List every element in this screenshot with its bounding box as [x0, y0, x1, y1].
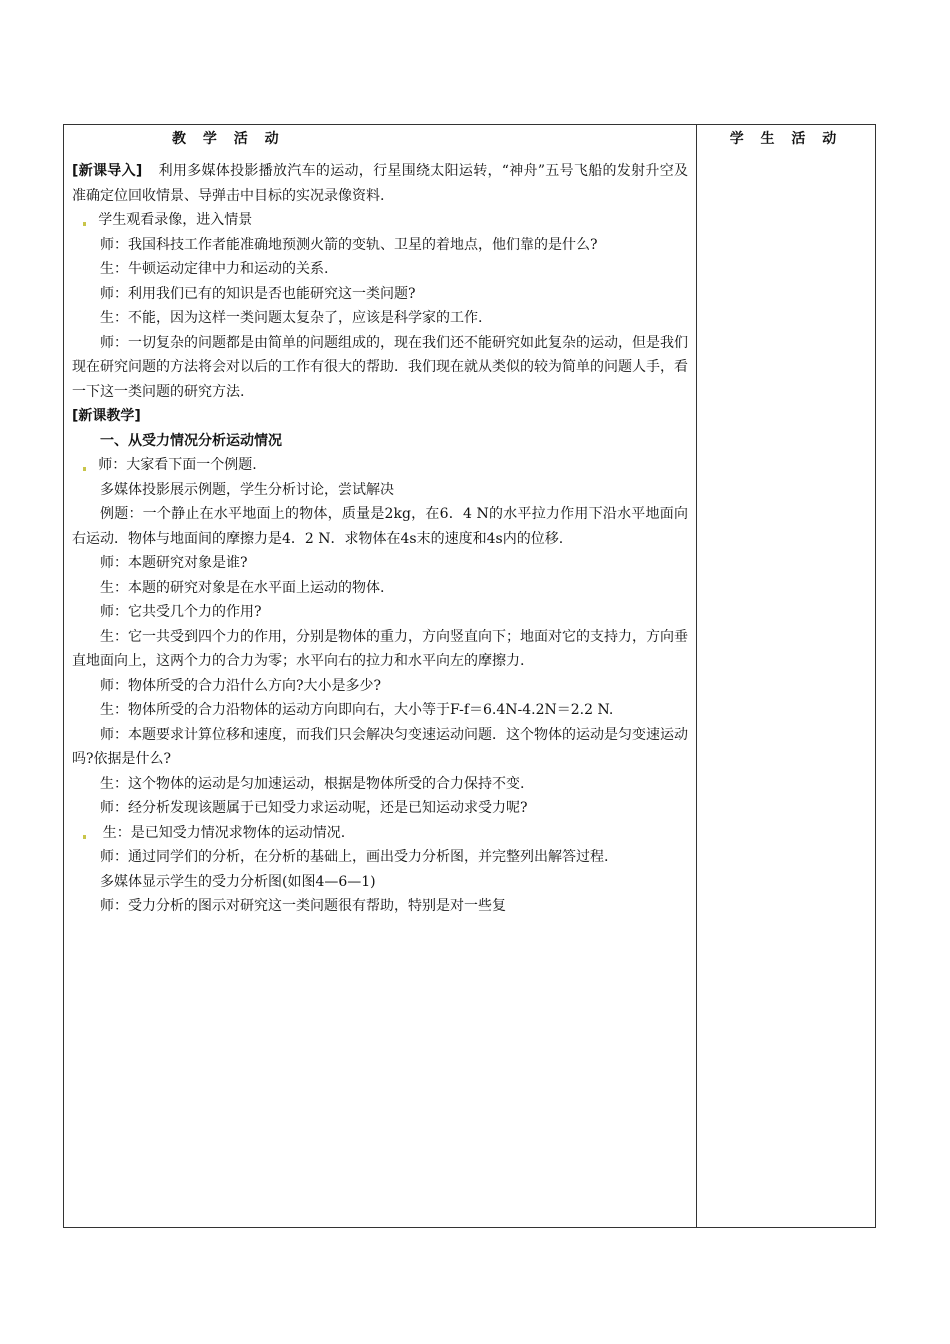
paragraph: 生：牛顿运动定律中力和运动的关系.: [100, 261, 329, 277]
column-divider: [696, 125, 697, 1227]
paragraph: 生：这个物体的运动是匀加速运动，根据是物体所受的合力保持不变.: [100, 775, 525, 792]
paragraph: 师：一切复杂的问题都是由简单的问题组成的，现在我们还不能研究如此复杂的运动，但是我们现在研究问题的方法将会对以后的工作有很大的帮助．我们现在就从类似的较为简单的问题人手，看一下这一类问题的研究方法.: [72, 334, 688, 400]
lesson-table: [63, 124, 876, 1228]
paragraph: 多媒体显示学生的受力分析图(如图4—6—1): [100, 873, 376, 890]
paragraph: [72, 453, 688, 478]
annotation-mark: [83, 835, 86, 839]
annotation-mark: [83, 222, 86, 226]
paragraph-text: 师：大家看下面一个例题.: [98, 457, 257, 473]
intro-tag: [新课导入]: [72, 163, 143, 179]
teacher-activity-column: [72, 125, 688, 919]
paragraph: [72, 821, 688, 846]
student-activity-column: [697, 125, 875, 153]
paragraph: 生：不能，因为这样一类问题太复杂了，应该是科学家的工作.: [100, 310, 483, 326]
paragraph: 师：物体所受的合力沿什么方向?大小是多少?: [100, 677, 382, 694]
paragraph: 师：本题研究对象是谁?: [100, 555, 248, 571]
paragraph-text: 学生观看录像，进入情景: [98, 212, 253, 228]
paragraph: 生：它一共受到四个力的作用，分别是物体的重力，方向竖直向下；地面对它的支持力，方向垂直地面向上，这两个力的合力为零；水平向右的拉力和水平向左的摩擦力.: [72, 628, 688, 669]
paragraph: 师：经分析发现该题属于已知受力求运动呢，还是已知运动求受力呢?: [100, 800, 528, 816]
annotation-mark: [83, 467, 86, 471]
example-problem: 例题：一个静止在水平地面上的物体，质量是2kg，在6．4 N的水平拉力作用下沿水平地面向右运动．物体与地面间的摩擦力是4．2 N．求物体在4s末的速度和4s内的位移.: [72, 506, 688, 547]
intro-paragraph: [72, 159, 688, 208]
student-activity-header: 学 生 活 动: [729, 131, 843, 147]
paragraph: 多媒体投影展示例题，学生分析讨论，尝试解决: [100, 481, 394, 498]
teacher-activity-header: 教 学 活 动: [172, 131, 285, 147]
paragraph: 师：利用我们已有的知识是否也能研究这一类问题?: [100, 285, 416, 302]
paragraph: [72, 208, 688, 233]
paragraph: 生：本题的研究对象是在水平面上运动的物体.: [100, 579, 385, 596]
intro-text: 利用多媒体投影播放汽车的运动，行星围绕太阳运转，“神舟”五号飞船的发射升空及准确定位回收情景、导弹击中目标的实况录像资料.: [72, 163, 689, 204]
paragraph: 生：物体所受的合力沿物体的运动方向即向右，大小等于F-f＝6.4N-4.2N＝2.2 N.: [100, 702, 614, 718]
paragraph: 师：我国科技工作者能准确地预测火箭的变轨、卫星的着地点，他们靠的是什么?: [100, 236, 598, 253]
paragraph: 师：本题要求计算位移和速度，而我们只会解决匀变速运动问题．这个物体的运动是匀变速运动吗?依据是什么?: [72, 726, 688, 767]
paragraph: 师：它共受几个力的作用?: [100, 604, 262, 620]
section-tag: [新课教学]: [72, 408, 141, 424]
paragraph: 师：通过同学们的分析，在分析的基础上，画出受力分析图，并完整列出解答过程.: [100, 849, 609, 865]
paragraph-text: 生：是已知受力情况求物体的运动情况.: [102, 824, 346, 841]
paragraph: 师：受力分析的图示对研究这一类问题很有帮助，特别是对一些复: [100, 898, 506, 914]
section-heading: 一、从受力情况分析运动情况: [100, 432, 282, 449]
